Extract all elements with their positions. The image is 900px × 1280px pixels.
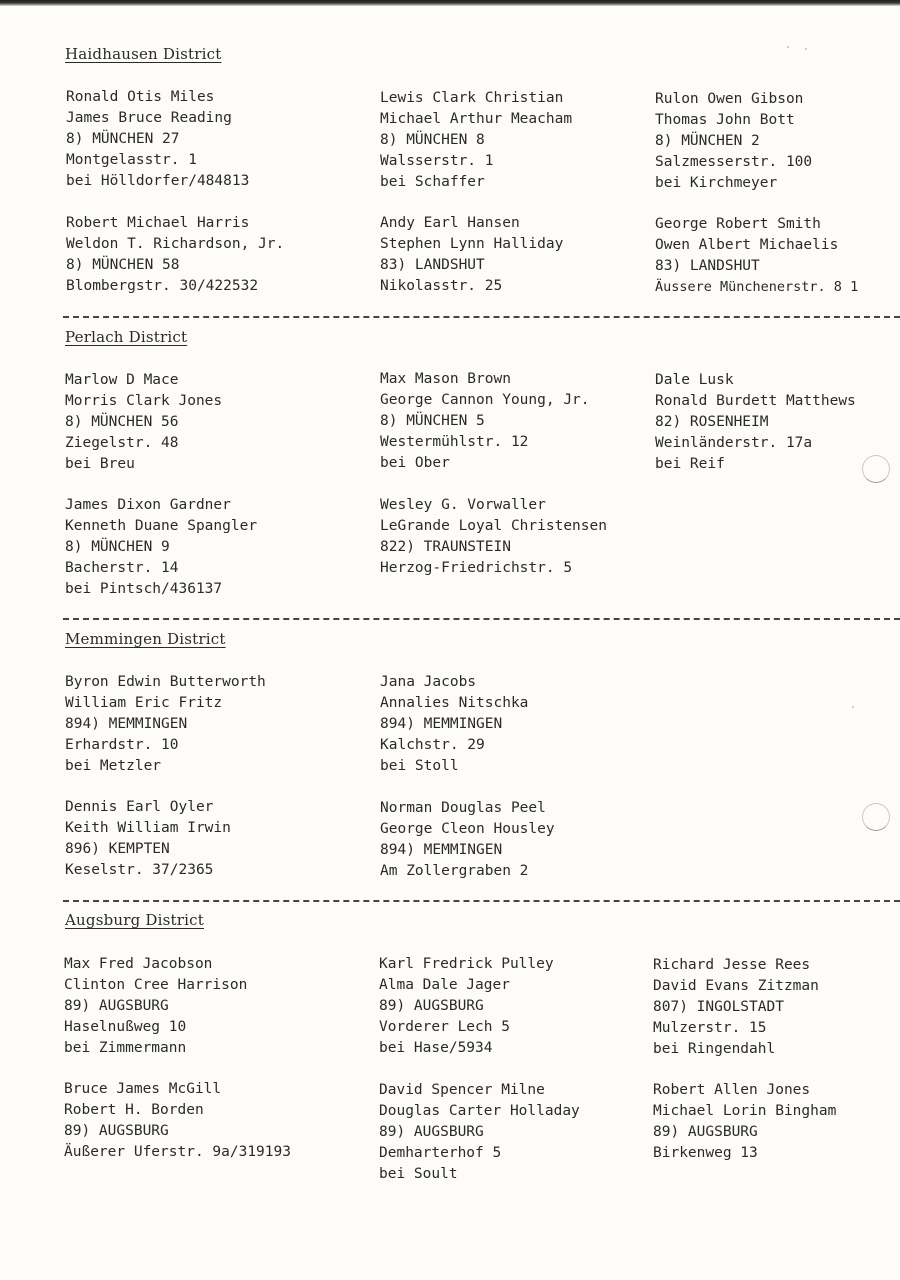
entry-line: bei Reif — [655, 456, 725, 472]
district-heading-memmingen: Memmingen District — [65, 630, 226, 648]
address-entry — [653, 1080, 836, 1164]
entry-line: bei Breu — [65, 456, 135, 472]
address-entry — [65, 672, 266, 777]
entry-line: bei Metzler — [65, 758, 162, 774]
entry-line: Kenneth Duane Spangler — [65, 518, 258, 534]
entry-line: bei Ringendahl — [653, 1041, 776, 1057]
entry-line: Keselstr. 37/2365 — [65, 862, 214, 878]
entry-line: Birkenweg 13 — [653, 1145, 758, 1161]
entry-line: LeGrande Loyal Christensen — [380, 518, 607, 534]
entry-line: 8) MÜNCHEN 27 — [66, 131, 180, 147]
address-entry — [66, 87, 249, 192]
address-entry — [380, 88, 572, 193]
address-entry — [64, 954, 247, 1059]
entry-line: 8) MÜNCHEN 56 — [65, 414, 179, 430]
entry-line: 89) AUGSBURG — [379, 1124, 484, 1140]
entry-line: Westermühlstr. 12 — [380, 434, 529, 450]
entry-line: Äussere Münchenerstr. 8 1 — [655, 279, 859, 295]
entry-line: Kalchstr. 29 — [380, 737, 485, 753]
entry-line: 822) TRAUNSTEIN — [380, 539, 511, 555]
entry-line: Norman Douglas Peel — [380, 800, 546, 816]
entry-line: Byron Edwin Butterworth — [65, 674, 266, 690]
entry-line: bei Schaffer — [380, 174, 485, 190]
entry-line: Nikolasstr. 25 — [380, 278, 503, 294]
entry-line: 83) LANDSHUT — [655, 258, 760, 274]
district-heading-haidhausen: Haidhausen District — [65, 45, 222, 63]
entry-line: 89) AUGSBURG — [64, 998, 169, 1014]
entry-line: Wesley G. Vorwaller — [380, 497, 546, 513]
address-entry — [380, 672, 528, 777]
entry-line: Weldon T. Richardson, Jr. — [66, 236, 285, 252]
entry-line: bei Stoll — [380, 758, 459, 774]
entry-line: bei Kirchmeyer — [655, 175, 778, 191]
address-entry — [380, 369, 590, 474]
entry-line: Salzmesserstr. 100 — [655, 154, 813, 170]
address-entry — [65, 797, 231, 881]
entry-line: Ziegelstr. 48 — [65, 435, 179, 451]
address-entry — [65, 370, 222, 475]
entry-line: 807) INGOLSTADT — [653, 999, 784, 1015]
entry-line: James Bruce Reading — [66, 110, 232, 126]
address-entry — [653, 955, 819, 1060]
district-separator — [63, 618, 900, 620]
district-heading-perlach: Perlach District — [65, 328, 188, 346]
entry-line: Robert Michael Harris — [66, 215, 250, 231]
entry-line: Thomas John Bott — [655, 112, 795, 128]
address-entry — [66, 213, 284, 297]
punch-hole-mark — [862, 803, 890, 831]
entry-line: Jana Jacobs — [380, 674, 477, 690]
entry-line: 82) ROSENHEIM — [655, 414, 769, 430]
entry-line: Robert H. Borden — [64, 1102, 204, 1118]
address-entry — [380, 798, 555, 882]
entry-line: Stephen Lynn Halliday — [380, 236, 564, 252]
address-entry — [380, 495, 607, 579]
entry-line: Herzog-Friedrichstr. 5 — [380, 560, 573, 576]
entry-line: 8) MÜNCHEN 2 — [655, 133, 760, 149]
entry-line: 89) AUGSBURG — [379, 998, 484, 1014]
entry-line: bei Ober — [380, 455, 450, 471]
address-entry — [379, 954, 554, 1059]
entry-line: Karl Fredrick Pulley — [379, 956, 554, 972]
entry-line: Douglas Carter Holladay — [379, 1103, 580, 1119]
entry-line: Rulon Owen Gibson — [655, 91, 804, 107]
entry-line: Richard Jesse Rees — [653, 957, 811, 973]
entry-line: 8) MÜNCHEN 5 — [380, 413, 485, 429]
entry-line: David Evans Zitzman — [653, 978, 819, 994]
entry-line: David Spencer Milne — [379, 1082, 545, 1098]
entry-line: Bacherstr. 14 — [65, 560, 179, 576]
entry-line: 894) MEMMINGEN — [380, 716, 503, 732]
entry-line: Ronald Otis Miles — [66, 89, 215, 105]
address-entry — [655, 89, 812, 194]
entry-line: James Dixon Gardner — [65, 497, 231, 513]
entry-line: Max Fred Jacobson — [64, 956, 213, 972]
paper-speck — [787, 46, 789, 48]
entry-line: 894) MEMMINGEN — [65, 716, 188, 732]
entry-line: 8) MÜNCHEN 8 — [380, 132, 485, 148]
entry-line: Owen Albert Michaelis — [655, 237, 839, 253]
entry-line: Annalies Nitschka — [380, 695, 529, 711]
entry-line: William Eric Fritz — [65, 695, 223, 711]
entry-line: Dale Lusk — [655, 372, 734, 388]
punch-hole-mark — [862, 455, 890, 483]
entry-line: Michael Arthur Meacham — [380, 111, 573, 127]
entry-line: Morris Clark Jones — [65, 393, 223, 409]
paper-speck — [805, 48, 807, 50]
entry-line: Äußerer Uferstr. 9a/319193 — [64, 1144, 291, 1160]
entry-line: Walsserstr. 1 — [380, 153, 494, 169]
entry-line: Clinton Cree Harrison — [64, 977, 248, 993]
district-separator — [63, 900, 900, 902]
entry-line: Vorderer Lech 5 — [379, 1019, 510, 1035]
entry-line: Michael Lorin Bingham — [653, 1103, 837, 1119]
address-entry — [379, 1080, 580, 1185]
entry-line: Alma Dale Jager — [379, 977, 510, 993]
paper-speck — [852, 706, 854, 708]
district-heading-augsburg: Augsburg District — [65, 911, 204, 929]
entry-line: 8) MÜNCHEN 9 — [65, 539, 170, 555]
entry-line: Haselnußweg 10 — [64, 1019, 187, 1035]
entry-line: Weinländerstr. 17a — [655, 435, 813, 451]
entry-line: Blombergstr. 30/422532 — [66, 278, 259, 294]
address-entry — [65, 495, 257, 600]
address-entry — [655, 214, 858, 298]
entry-line: Am Zollergraben 2 — [380, 863, 529, 879]
entry-line: Ronald Burdett Matthews — [655, 393, 856, 409]
entry-line: 89) AUGSBURG — [64, 1123, 169, 1139]
entry-line: bei Soult — [379, 1166, 458, 1182]
district-separator — [63, 316, 900, 318]
entry-line: bei Hase/5934 — [379, 1040, 493, 1056]
entry-line: Robert Allen Jones — [653, 1082, 811, 1098]
page-top-edge — [0, 0, 900, 6]
entry-line: George Cannon Young, Jr. — [380, 392, 590, 408]
address-entry — [380, 213, 563, 297]
entry-line: Erhardstr. 10 — [65, 737, 179, 753]
entry-line: Max Mason Brown — [380, 371, 511, 387]
entry-line: George Robert Smith — [655, 216, 821, 232]
entry-line: Marlow D Mace — [65, 372, 179, 388]
entry-line: 894) MEMMINGEN — [380, 842, 503, 858]
entry-line: Mulzerstr. 15 — [653, 1020, 767, 1036]
entry-line: bei Pintsch/436137 — [65, 581, 223, 597]
address-entry — [64, 1079, 291, 1163]
entry-line: Dennis Earl Oyler — [65, 799, 214, 815]
entry-line: Montgelasstr. 1 — [66, 152, 197, 168]
entry-line: Andy Earl Hansen — [380, 215, 520, 231]
entry-line: 89) AUGSBURG — [653, 1124, 758, 1140]
entry-line: Demharterhof 5 — [379, 1145, 502, 1161]
entry-line: Bruce James McGill — [64, 1081, 222, 1097]
entry-line: bei Hölldorfer/484813 — [66, 173, 250, 189]
entry-line: Lewis Clark Christian — [380, 90, 564, 106]
entry-line: bei Zimmermann — [64, 1040, 187, 1056]
entry-line: George Cleon Housley — [380, 821, 555, 837]
address-entry — [655, 370, 856, 475]
entry-line: 83) LANDSHUT — [380, 257, 485, 273]
entry-line: 896) KEMPTEN — [65, 841, 170, 857]
entry-line: 8) MÜNCHEN 58 — [66, 257, 180, 273]
entry-line: Keith William Irwin — [65, 820, 231, 836]
